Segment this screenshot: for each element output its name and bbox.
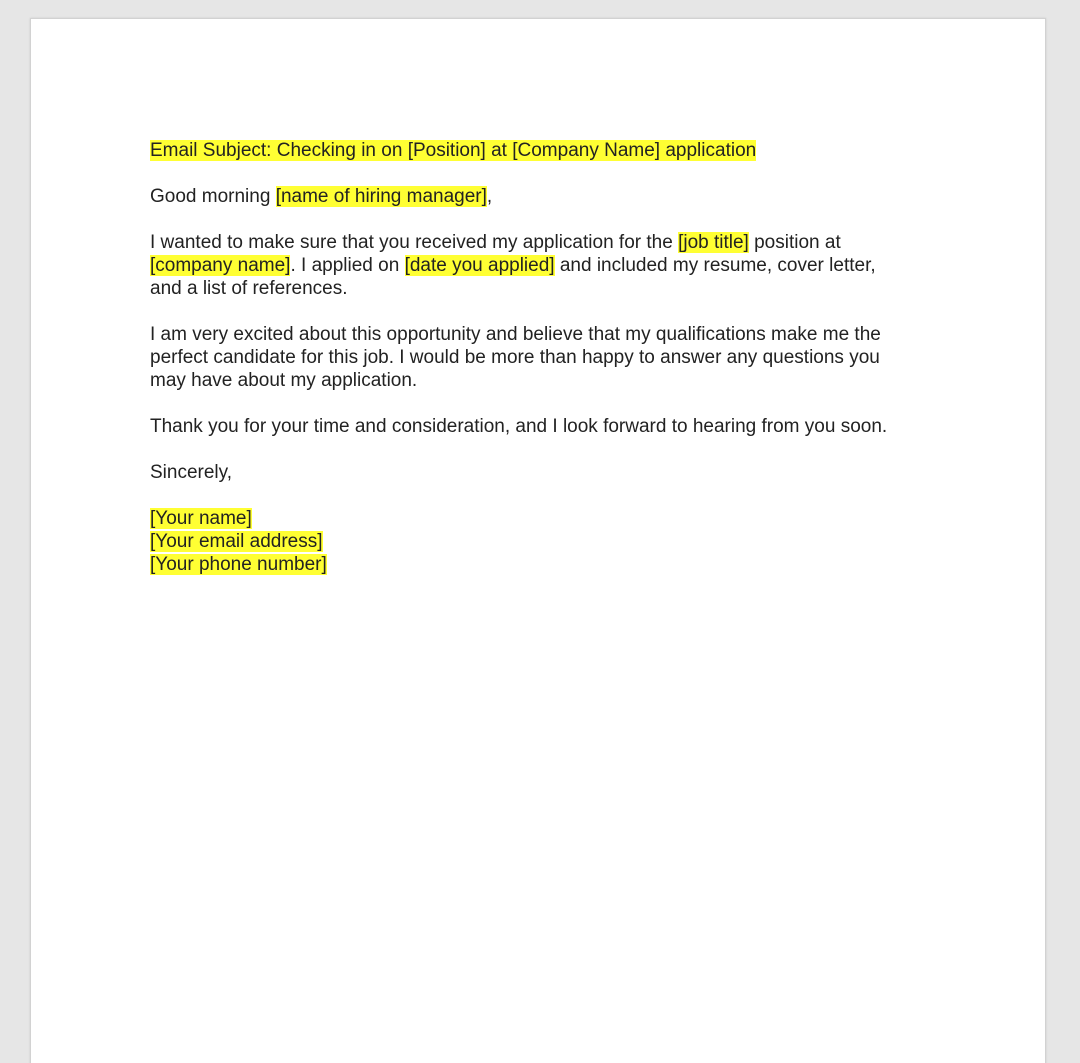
paragraph-application: [150, 231, 940, 300]
paragraph-excitement-line-2: perfect candidate for this job. I would be more than happy to answer any questions you: [150, 347, 880, 368]
text-run: I wanted to make sure that you received my application for the: [150, 232, 679, 253]
paragraph-excitement-line-1: I am very excited about this opportunity and believe that my qualifications make me the: [150, 324, 881, 345]
paragraph-application-line-1: [150, 231, 940, 254]
company-name-placeholder: [company name]: [150, 255, 291, 276]
your-phone-placeholder: [Your phone number]: [150, 554, 327, 575]
document-page: [30, 18, 1046, 1063]
greeting-suffix: ,: [486, 186, 493, 207]
text-run: position at: [748, 232, 841, 253]
paragraph-application-line-2: [150, 254, 940, 277]
your-email-placeholder: [Your email address]: [150, 531, 323, 552]
paragraph-excitement-line-3: may have about my application.: [150, 370, 418, 391]
paragraph-thanks: Thank you for your time and consideration, and I look forward to hearing from you soon.: [150, 416, 888, 437]
greeting-prefix: Good morning: [150, 186, 276, 207]
date-applied-placeholder: [date you applied]: [404, 255, 555, 276]
text-run: and included my resume, cover letter,: [554, 255, 876, 276]
paragraph-excitement: [150, 323, 940, 392]
letter-body: [150, 139, 940, 599]
job-title-placeholder: [job title]: [678, 232, 749, 253]
greeting-line: [150, 185, 940, 208]
email-subject-line: [150, 139, 940, 162]
signature-block: [150, 507, 940, 576]
text-run: . I applied on: [290, 255, 405, 276]
hiring-manager-placeholder: [name of hiring manager]: [275, 186, 487, 207]
your-name-placeholder: [Your name]: [150, 508, 252, 529]
closing: Sincerely,: [150, 462, 233, 483]
paragraph-application-line-3: and a list of references.: [150, 278, 348, 299]
email-subject: Email Subject: Checking in on [Position] at [Company Name] application: [150, 140, 757, 161]
